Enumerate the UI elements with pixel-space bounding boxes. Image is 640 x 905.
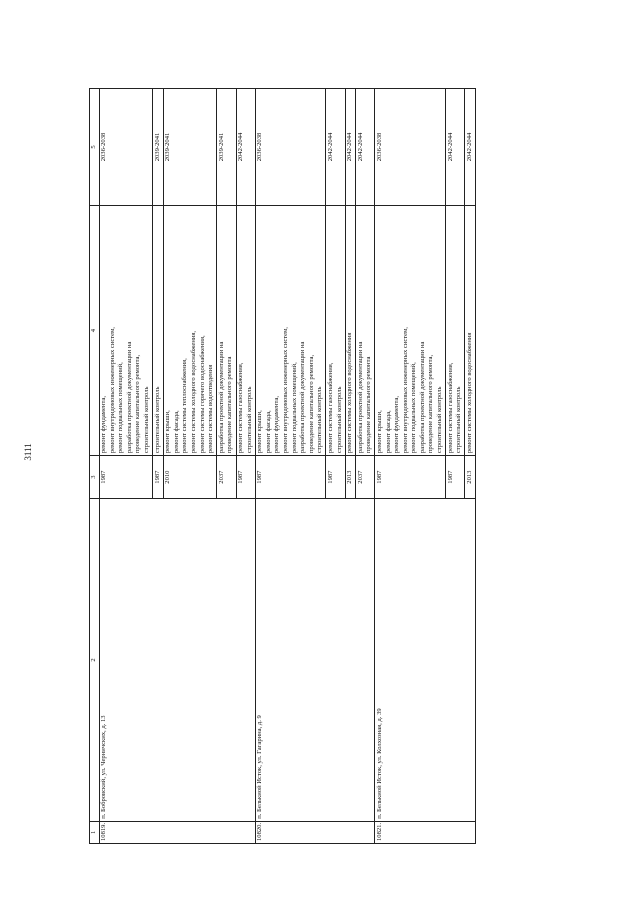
planned-period: 2042-2044: [446, 89, 465, 206]
repair-work-item: ремонт внутридомовых инженерных систем,: [108, 327, 116, 454]
repair-work-item: разработка проектной документации на: [125, 341, 133, 454]
repair-work-item: проведение капитального ремонта,: [134, 354, 142, 454]
repair-works: [153, 205, 164, 455]
repair-work-item: строительный контроль: [316, 386, 324, 454]
repair-works: [163, 205, 217, 455]
object-number: 10821.: [375, 821, 476, 843]
planned-period: 2039-2041: [153, 89, 164, 206]
repair-work-item: проведение капитального ремонта: [226, 356, 234, 454]
column-header: 1: [90, 821, 100, 843]
rotated-table-container: [89, 88, 601, 844]
repair-works: [345, 205, 356, 455]
object-number: 10819.: [99, 821, 255, 843]
repair-works: [446, 205, 465, 455]
repair-work-item: строительный контроль: [455, 386, 463, 454]
commissioning-year: 2037: [217, 456, 236, 499]
commissioning-year: 1987: [255, 456, 326, 499]
object-number: 10820.: [255, 821, 375, 843]
commissioning-year: 2013: [345, 456, 356, 499]
repair-work-item: строительный контроль: [153, 386, 161, 454]
commissioning-year: 1987: [153, 456, 164, 499]
repair-work-item: ремонт системы холодного водоснабжения: [465, 332, 473, 454]
column-header: 3: [90, 456, 100, 499]
repair-works: [236, 205, 255, 455]
repair-work-item: ремонт системы газоснабжения,: [237, 362, 244, 454]
column-header: 2: [90, 499, 100, 822]
repair-work-item: ремонт крыши,: [164, 410, 172, 454]
table-body: [99, 89, 475, 844]
repair-work-item: ремонт фундамента,: [393, 396, 401, 454]
repair-work-item: ремонт фасада,: [384, 410, 392, 454]
repair-work-item: ремонт системы газоснабжения,: [326, 362, 334, 454]
repair-work-item: ремонт подвальных помещений,: [410, 362, 418, 454]
repair-work-item: ремонт системы горячего водоснабжения,: [198, 335, 206, 454]
repair-work-item: ремонт системы теплоснабжения,: [181, 358, 189, 454]
repair-works: [217, 205, 236, 455]
repair-works: [356, 205, 375, 455]
commissioning-year: 1987: [446, 456, 465, 499]
repair-work-item: проведение капитального ремонта,: [307, 354, 315, 454]
repair-work-item: ремонт подвальных помещений,: [117, 362, 125, 454]
repair-work-item: строительный контроль: [143, 386, 151, 454]
planned-period: 2039-2041: [217, 89, 236, 206]
column-header: 5: [90, 89, 100, 206]
repair-work-item: разработка проектной документации на: [217, 341, 225, 454]
repair-work-item: ремонт системы холодного водоснабжения,: [190, 330, 198, 454]
repair-work-item: разработка проектной документации на: [299, 341, 307, 454]
commissioning-year: 2010: [163, 456, 217, 499]
object-address: п. Бобровский, ул. Черничских, д. 13: [99, 499, 255, 822]
object-address: п. Белькиой Исток, ул. Колхозная, д. 39: [375, 499, 476, 822]
repair-work-item: ремонт крыши,: [256, 410, 264, 454]
planned-period: 2042-2044: [345, 89, 356, 206]
repair-work-item: строительный контроль: [245, 386, 253, 454]
column-header: 4: [90, 205, 100, 455]
table-row: [255, 89, 326, 844]
table-row: [99, 89, 153, 844]
repair-work-item: проведение капитального ремонта,: [427, 354, 435, 454]
repair-work-item: проведение капитального ремонта: [365, 356, 373, 454]
commissioning-year: 2037: [356, 456, 375, 499]
repair-work-item: ремонт фасада,: [264, 410, 272, 454]
commissioning-year: 1987: [99, 456, 153, 499]
repair-work-item: строительный контроль: [335, 386, 343, 454]
repair-work-item: строительный контроль: [436, 386, 444, 454]
planned-period: 2042-2044: [356, 89, 375, 206]
repair-works: [326, 205, 345, 455]
repair-work-item: разработка проектной документации на: [418, 341, 426, 454]
repair-work-item: ремонт фундамента,: [273, 396, 281, 454]
commissioning-year: 1987: [326, 456, 345, 499]
repair-work-item: ремонт крыши,: [375, 410, 383, 454]
planned-period: 2036-2038: [375, 89, 446, 206]
repair-work-item: ремонт внутридомовых инженерных систем,: [401, 327, 409, 454]
planned-period: 2042-2044: [326, 89, 345, 206]
repair-schedule-table: [89, 88, 476, 844]
repair-work-item: ремонт системы газоснабжения,: [446, 362, 454, 454]
repair-work-item: ремонт внутридомовых инженерных систем,: [281, 327, 289, 454]
commissioning-year: 1987: [236, 456, 255, 499]
commissioning-year: 1987: [375, 456, 446, 499]
planned-period: 2042-2044: [236, 89, 255, 206]
planned-period: 2036-2038: [255, 89, 326, 206]
repair-work-item: ремонт системы водоотведения: [207, 364, 215, 454]
page-number: 3111: [23, 443, 33, 461]
repair-work-item: ремонт системы холодного водоснабжения: [346, 332, 354, 454]
planned-period: 2036-2038: [99, 89, 153, 206]
repair-works: [99, 205, 153, 455]
repair-work-item: ремонт фундамента,: [100, 396, 108, 454]
repair-work-item: разработка проектной документации на: [356, 341, 364, 454]
repair-works: [255, 205, 326, 455]
repair-works: [375, 205, 446, 455]
planned-period: 2042-2044: [465, 89, 476, 206]
object-address: п. Белькиой Исток, ул. Гагарина, д. 9: [255, 499, 375, 822]
repair-work-item: ремонт фасада,: [172, 410, 180, 454]
repair-works: [465, 205, 476, 455]
column-number-row: [90, 89, 100, 844]
table-row: [375, 89, 446, 844]
planned-period: 2039-2041: [163, 89, 217, 206]
repair-work-item: ремонт подвальных помещений,: [290, 362, 298, 454]
commissioning-year: 2013: [465, 456, 476, 499]
